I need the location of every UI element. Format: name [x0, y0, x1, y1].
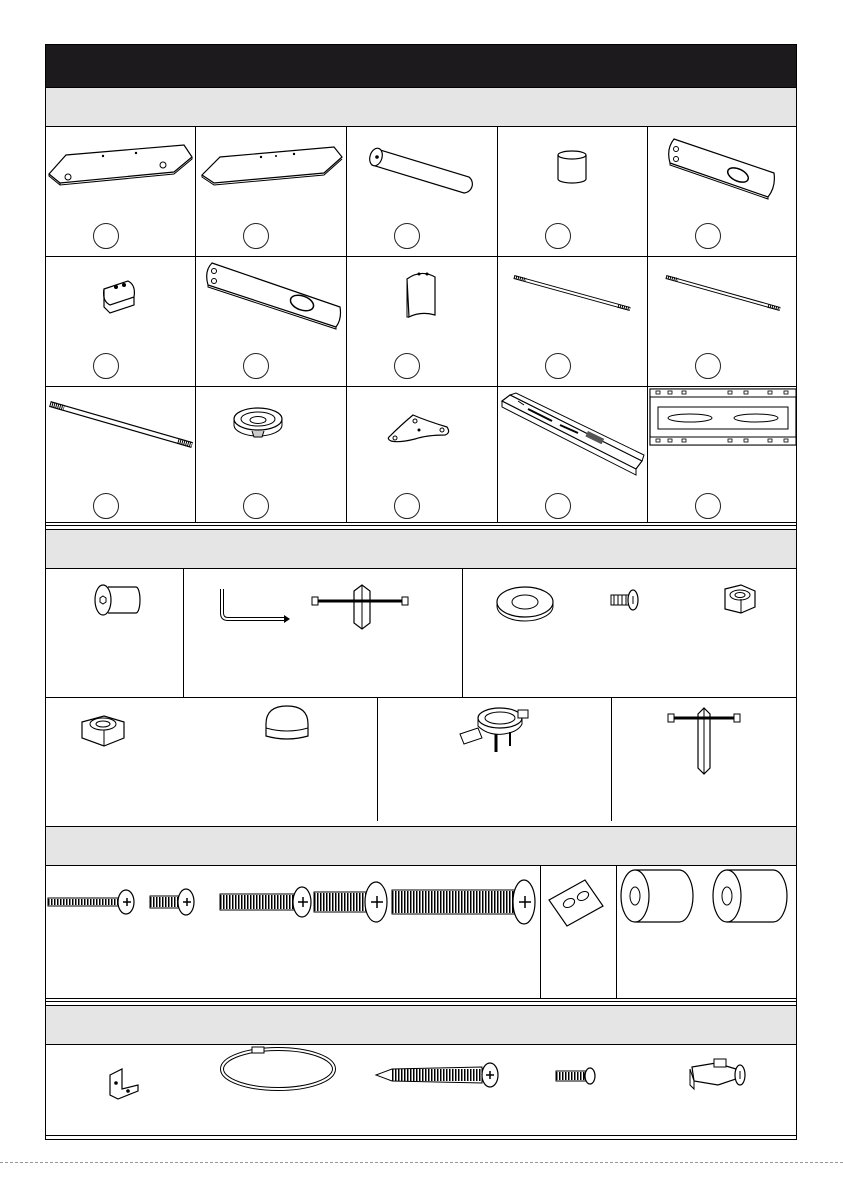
- part-number-circle: [243, 353, 269, 379]
- hardware-misc: [46, 1045, 798, 1137]
- part-number-circle: [93, 223, 119, 249]
- title-bar: [46, 45, 796, 87]
- page-edge: [0, 1162, 843, 1163]
- tube-icon: [347, 127, 497, 256]
- part-7: [196, 257, 346, 386]
- part-15: [648, 387, 798, 522]
- hardware-spacers: [617, 866, 798, 998]
- wall-plate-icon: [648, 387, 798, 522]
- rail-bracket-icon: [498, 387, 647, 522]
- part-9: [498, 257, 647, 386]
- part-number-circle: [394, 353, 420, 379]
- short-cylinder-icon: [498, 127, 647, 256]
- hardware-barrel-nut: [46, 569, 183, 697]
- oval-arm-icon: [648, 127, 798, 256]
- part-11: [46, 387, 195, 522]
- threaded-rod-icon: [498, 257, 647, 386]
- section-header-hardware-b: [46, 826, 796, 866]
- part-number-circle: [93, 493, 119, 519]
- part-6: [46, 257, 195, 386]
- section-header-parts: [46, 87, 796, 127]
- long-plate-icon: [196, 127, 346, 256]
- barrel-nut-icon: [46, 569, 183, 697]
- part-2: [196, 127, 346, 256]
- part-number-circle: [394, 223, 420, 249]
- part-14: [498, 387, 647, 522]
- threaded-rod-icon: [46, 387, 195, 522]
- part-4: [498, 127, 647, 256]
- cap-nut-icon: [46, 698, 377, 821]
- part-10: [648, 257, 798, 386]
- section-header-hardware-a: [46, 529, 796, 569]
- round-base-icon: [196, 387, 346, 522]
- double-divider: [46, 1135, 796, 1140]
- lock-nut-icon: [463, 569, 798, 697]
- part-number-circle: [394, 493, 420, 519]
- part-13: [347, 387, 497, 522]
- part-number-circle: [695, 493, 721, 519]
- hardware-cable-clip: [378, 698, 611, 821]
- hardware-nuts: [46, 698, 377, 821]
- cable-clip-icon: [378, 698, 611, 821]
- section-header-hardware-c: [46, 1005, 796, 1045]
- curved-cap-icon: [347, 257, 497, 386]
- hardware-fasteners: [463, 569, 798, 697]
- part-number-circle: [695, 223, 721, 249]
- part-5: [648, 127, 798, 256]
- toggle-anchor-icon: [46, 1045, 798, 1137]
- part-number-circle: [545, 493, 571, 519]
- spacer-icon: [617, 866, 798, 998]
- part-1: [46, 127, 195, 256]
- tool-key-icon: [184, 569, 462, 697]
- hardware-bolts: [46, 866, 540, 998]
- part-3: [347, 127, 497, 256]
- part-number-circle: [695, 353, 721, 379]
- spacer-plate-icon: [541, 866, 616, 998]
- part-number-circle: [243, 493, 269, 519]
- part-number-circle: [545, 223, 571, 249]
- hardware-spacer-plate: [541, 866, 616, 998]
- part-8: [347, 257, 497, 386]
- oval-arm-icon: [196, 257, 346, 386]
- parts-sheet: [45, 44, 797, 1140]
- double-divider: [46, 998, 796, 1002]
- small-block-icon: [46, 257, 195, 386]
- part-number-circle: [243, 223, 269, 249]
- part-12: [196, 387, 346, 522]
- double-divider: [46, 522, 796, 526]
- triangle-plate-icon: [347, 387, 497, 522]
- bolts-icon: [46, 866, 540, 998]
- long-plate-icon: [46, 127, 195, 256]
- hardware-tools: [184, 569, 462, 697]
- part-number-circle: [545, 353, 571, 379]
- threaded-rod-icon: [648, 257, 798, 386]
- tool-key-icon: [612, 698, 798, 821]
- hardware-tool-key: [612, 698, 798, 821]
- part-number-circle: [93, 353, 119, 379]
